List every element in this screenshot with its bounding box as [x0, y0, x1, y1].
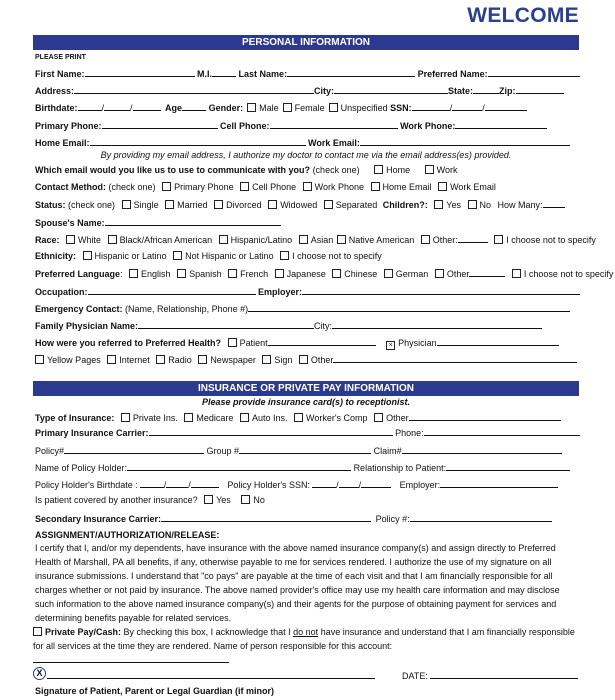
home-email-pref-label: Home: [386, 165, 411, 175]
ref-other-checkbox[interactable]: [299, 355, 308, 364]
occupation-label: Occupation:: [35, 287, 88, 297]
ref-sign-checkbox[interactable]: [262, 355, 271, 364]
ssn-part2-field[interactable]: [452, 101, 482, 111]
contact-home-email-label: Home Email: [382, 182, 432, 192]
primary-carrier-label: Primary Insurance Carrier:: [35, 428, 149, 438]
ref-sign-label: Sign: [274, 355, 293, 365]
single-label: Single: [133, 200, 159, 210]
lang-english-checkbox[interactable]: [129, 269, 138, 278]
lang-french-label: French: [240, 269, 269, 279]
type-other-field[interactable]: [409, 411, 561, 421]
assignment-title: ASSIGNMENT/AUTHORIZATION/RELEASE:: [35, 530, 220, 540]
lang-english-label: English: [141, 269, 171, 279]
group-field[interactable]: [239, 444, 371, 454]
ref-other-label: Other: [310, 355, 334, 365]
lang-spanish-checkbox[interactable]: [177, 269, 186, 278]
first-name-field[interactable]: [85, 67, 195, 77]
contact-home-email-checkbox[interactable]: [371, 182, 380, 191]
referral-source-row: [31, 353, 577, 366]
address-label: Address:: [35, 86, 75, 96]
widowed-checkbox[interactable]: [268, 200, 277, 209]
private-pay-do-not: do not: [293, 627, 319, 637]
phone-row: [35, 119, 547, 132]
female-checkbox[interactable]: [283, 103, 292, 112]
contact-work-email-checkbox[interactable]: [438, 182, 447, 191]
ref-yellow-pages-label: Yellow Pages: [47, 355, 101, 365]
race-label: Race:: [35, 235, 60, 245]
children-yes-label: Yes: [446, 200, 461, 210]
type-workers-comp-checkbox[interactable]: [294, 413, 303, 422]
assignment-text: I certify that I, and/or my dependents, have insurance with the above named insurance company(s) and assign directly to Preferred Health of Marshall, PA all benefits, if any, otherwise payable to me for services rendered. I authorize the use of my signature on all insurance submissions. I understand that "co pays" are payable at the time of each visit and that I am financially responsible for all charges whether or not paid by insurance. The above named provider's office may use my health care information and may disclose such information to the above named insurance company(s) and their agents for the purpose of obtaining payment for services and determining benefits payable for related services.: [35, 543, 560, 623]
emergency-contact-label: Emergency Contact:: [35, 304, 123, 314]
welcome-title: WELCOME: [467, 4, 579, 27]
contact-method-row: [35, 181, 496, 193]
how-many-field[interactable]: [543, 198, 565, 208]
occupation-row: [35, 285, 580, 298]
name-row: [35, 67, 580, 80]
home-email-pref-checkbox[interactable]: [374, 165, 383, 174]
race-white-checkbox[interactable]: [66, 235, 75, 244]
policy2-field[interactable]: [410, 512, 552, 522]
spouse-name-field[interactable]: [105, 216, 281, 226]
type-auto-checkbox[interactable]: [240, 413, 249, 422]
race-hispanic-label: Hispanic/Latino: [230, 235, 293, 245]
policy-field[interactable]: [64, 444, 204, 454]
language-row: Preferred Language: English Spanish French Japanese Chinese German Other I choose not to specify: [35, 269, 614, 279]
covered-yes-label: Yes: [216, 495, 231, 505]
last-name-field[interactable]: [287, 67, 415, 77]
holder-ssn-part1[interactable]: [312, 478, 336, 488]
female-label: Female: [294, 103, 325, 113]
personal-info-title: PERSONAL INFORMATION: [242, 37, 370, 48]
holder-name-label: Name of Policy Holder:: [35, 463, 128, 473]
spouse-row: [35, 216, 281, 229]
emergency-hint: (Name, Relationship, Phone #): [125, 304, 249, 314]
status-check-one: (check one): [68, 200, 116, 210]
referred-label: How were you referred to Preferred Health?: [35, 338, 222, 348]
ethnicity-row: [35, 250, 382, 262]
lang-choose-not-label: I choose not to specify: [523, 269, 614, 279]
holder-ssn-label: Policy Holder's SSN:: [227, 480, 311, 490]
covered-another-row: [35, 494, 265, 506]
claim-label: Claim#: [373, 446, 402, 456]
type-private-checkbox[interactable]: [121, 413, 130, 422]
private-pay-label: Private Pay/Cash:: [45, 627, 122, 637]
secondary-carrier-row: [35, 512, 552, 525]
city-field[interactable]: [334, 84, 448, 94]
state-label: State:: [448, 86, 474, 96]
lang-chinese-label: Chinese: [344, 269, 378, 279]
race-white-label: White: [78, 235, 102, 245]
cell-phone-label: Cell Phone:: [220, 121, 270, 131]
type-medicare-label: Medicare: [196, 413, 234, 423]
policy-label: Policy#: [35, 446, 65, 456]
how-many-label: How Many:: [497, 200, 543, 210]
birth-year-field[interactable]: [133, 101, 161, 111]
contact-method-check-one: (check one): [108, 182, 156, 192]
birthdate-label: Birthdate:: [35, 103, 78, 113]
claim-field[interactable]: [402, 444, 562, 454]
type-private-label: Private Ins.: [132, 413, 178, 423]
date-field[interactable]: [430, 669, 578, 679]
physician-row: [35, 319, 542, 332]
occupation-field[interactable]: [88, 285, 256, 295]
which-email-label: Which email would you like us to use to communicate with you?: [35, 165, 311, 175]
covered-yes-checkbox[interactable]: [204, 495, 213, 504]
ssn-part1-field[interactable]: [412, 101, 450, 111]
contact-work-email-label: Work Email: [450, 182, 496, 192]
mi-field[interactable]: [212, 67, 236, 77]
holder-birth-day-field[interactable]: [166, 478, 188, 488]
private-pay-checkbox[interactable]: [33, 627, 42, 636]
primary-phone-field[interactable]: [102, 119, 218, 129]
physician-city-field[interactable]: [332, 319, 542, 329]
referred-physician-field[interactable]: [437, 336, 559, 346]
work-email-pref-label: Work: [436, 165, 458, 175]
married-label: Married: [177, 200, 208, 210]
home-email-label: Home Email:: [35, 138, 90, 148]
work-email-field[interactable]: [360, 136, 570, 146]
relationship-field[interactable]: [446, 461, 570, 471]
lang-german-checkbox[interactable]: [384, 269, 393, 278]
ssn-part3-field[interactable]: [485, 101, 527, 111]
not-hispanic-label: Not Hispanic or Latino: [185, 251, 274, 261]
birth-month-field[interactable]: [78, 101, 102, 111]
family-physician-field[interactable]: [138, 319, 314, 329]
unspecified-label: Unspecified: [340, 103, 388, 113]
married-checkbox[interactable]: [165, 200, 174, 209]
state-field[interactable]: [473, 84, 499, 94]
type-other-label: Other: [386, 413, 409, 423]
ethnicity-choose-not-checkbox[interactable]: [280, 251, 289, 260]
holder-employer-field[interactable]: [440, 478, 558, 488]
contact-cell-phone-label: Cell Phone: [252, 182, 297, 192]
referred-physician-label: Physician: [398, 338, 437, 348]
holder-ssn-part2[interactable]: [339, 478, 359, 488]
divorced-checkbox[interactable]: [214, 200, 223, 209]
age-label: Age: [165, 103, 183, 113]
preferred-name-label: Preferred Name:: [417, 69, 488, 79]
address-field[interactable]: [74, 84, 314, 94]
race-other-field[interactable]: [458, 233, 488, 243]
race-black-label: Black/African American: [119, 235, 213, 245]
ref-yellow-pages-checkbox[interactable]: [35, 355, 44, 364]
relationship-label: Relationship to Patient:: [353, 463, 447, 473]
referred-row: [35, 336, 559, 350]
carrier-phone-label: Phone:: [395, 428, 424, 438]
zip-field[interactable]: [516, 84, 564, 94]
race-choose-not-checkbox[interactable]: [494, 235, 503, 244]
email-consent-note: By providing my email address, I authorize my doctor to contact me via the email address(es) provided.: [100, 150, 512, 160]
ref-newspaper-checkbox[interactable]: [198, 355, 207, 364]
race-asian-label: Asian: [310, 235, 334, 245]
private-pay-text-b: have insurance and understand that I am financially responsible for all services at the time they are rendered. Name of person responsible for this account:: [33, 627, 575, 651]
race-choose-not-label: I choose not to specify: [506, 235, 596, 245]
contact-work-phone-label: Work Phone: [314, 182, 365, 192]
work-phone-field[interactable]: [455, 119, 547, 129]
holder-details-row: Policy Holder's Birthdate : / / Policy Holder's SSN: / / Employer:: [35, 478, 558, 491]
lang-french-checkbox[interactable]: [228, 269, 237, 278]
holder-ssn-part3[interactable]: [361, 478, 391, 488]
work-email-label: Work Email:: [308, 138, 360, 148]
primary-carrier-row: [35, 426, 580, 439]
signature-line[interactable]: [47, 669, 375, 681]
zip-label: Zip:: [499, 86, 516, 96]
ref-radio-checkbox[interactable]: [156, 355, 165, 364]
mi-label: M.I.: [197, 69, 213, 79]
insurance-type-label: Type of Insurance:: [35, 413, 115, 423]
race-native-checkbox[interactable]: [337, 235, 346, 244]
children-yes-checkbox[interactable]: [434, 200, 443, 209]
preferred-name-field[interactable]: [488, 67, 580, 77]
city-label: City:: [314, 86, 335, 96]
race-other-checkbox[interactable]: [421, 235, 430, 244]
responsible-person-field[interactable]: [33, 653, 229, 663]
ref-internet-label: Internet: [119, 355, 150, 365]
email-row: [35, 136, 570, 149]
lang-spanish-label: Spanish: [189, 269, 222, 279]
emergency-contact-field[interactable]: [248, 302, 570, 312]
family-physician-label: Family Physician Name:: [35, 321, 139, 331]
lang-other-field[interactable]: [469, 267, 505, 277]
policy2-label: Policy #:: [375, 514, 410, 524]
insurance-title: INSURANCE OR PRIVATE PAY INFORMATION: [198, 383, 414, 394]
private-pay-block: [33, 625, 578, 667]
ethnicity-label: Ethnicity:: [35, 251, 77, 261]
single-checkbox[interactable]: [122, 200, 131, 209]
type-workers-comp-label: Worker's Comp: [306, 413, 368, 423]
ref-internet-checkbox[interactable]: [107, 355, 116, 364]
referred-patient-field[interactable]: [268, 336, 376, 346]
preferred-language-label: Preferred Language: [35, 269, 121, 279]
provide-card-note: Please provide insurance card(s) to receptionist.: [201, 397, 411, 407]
employer-label: Employer:: [258, 287, 303, 297]
contact-primary-phone-checkbox[interactable]: [162, 182, 171, 191]
ethnicity-choose-not-label: I choose not to specify: [292, 251, 382, 261]
home-email-field[interactable]: [90, 136, 306, 146]
date-row: [402, 669, 578, 681]
signature-field[interactable]: [47, 669, 375, 679]
male-label: Male: [259, 103, 279, 113]
holder-birth-year-field[interactable]: [191, 478, 219, 488]
primary-carrier-field[interactable]: [149, 426, 393, 436]
secondary-carrier-label: Secondary Insurance Carrier:: [35, 514, 162, 524]
emergency-row: [35, 302, 570, 315]
birthdate-row: Birthdate: / / Age Gender: Male Female Unspecified SSN: / /: [35, 101, 527, 114]
holder-name-field[interactable]: [127, 461, 351, 471]
contact-cell-phone-checkbox[interactable]: [240, 182, 249, 191]
children-no-checkbox[interactable]: [468, 200, 477, 209]
holder-name-row: [35, 461, 570, 474]
ssn-label: SSN:: [390, 103, 412, 113]
private-pay-text-a: By checking this box, I acknowledge that I: [121, 627, 294, 637]
work-phone-label: Work Phone:: [400, 121, 456, 131]
ref-other-field[interactable]: [333, 353, 577, 363]
referred-patient-label: Patient: [239, 338, 268, 348]
lang-japanese-checkbox[interactable]: [275, 269, 284, 278]
holder-birthdate-label: Policy Holder's Birthdate :: [35, 480, 138, 490]
race-hispanic-checkbox[interactable]: [219, 235, 228, 244]
holder-birth-month-field[interactable]: [140, 478, 164, 488]
divorced-label: Divorced: [226, 200, 262, 210]
holder-employer-label: Employer:: [399, 480, 441, 490]
covered-another-label: Is patient covered by another insurance?: [35, 495, 198, 505]
children-label: Children?:: [382, 200, 428, 210]
male-checkbox[interactable]: [247, 103, 256, 112]
contact-primary-phone-label: Primary Phone: [174, 182, 234, 192]
insurance-type-row: [35, 411, 561, 424]
widowed-label: Widowed: [280, 200, 318, 210]
type-other-checkbox[interactable]: [374, 413, 383, 422]
race-native-label: Native American: [348, 235, 415, 245]
lang-other-checkbox[interactable]: [435, 269, 444, 278]
hispanic-label: Hispanic or Latino: [94, 251, 167, 261]
physician-city-label: City:: [314, 321, 333, 331]
which-email-row: [35, 164, 457, 176]
signature-caption: Signature of Patient, Parent or Legal Guardian (if minor): [35, 686, 275, 696]
not-hispanic-checkbox[interactable]: [173, 251, 182, 260]
secondary-carrier-field[interactable]: [161, 512, 371, 522]
separated-label: Separated: [335, 200, 378, 210]
work-email-pref-checkbox[interactable]: [425, 165, 434, 174]
type-auto-label: Auto Ins.: [251, 413, 288, 423]
race-other-label: Other:: [432, 235, 458, 245]
age-field[interactable]: [182, 101, 206, 111]
personal-info-header: [33, 35, 579, 50]
contact-work-phone-checkbox[interactable]: [303, 182, 312, 191]
carrier-phone-field[interactable]: [424, 426, 580, 436]
cell-phone-field[interactable]: [270, 119, 398, 129]
lang-choose-not-checkbox[interactable]: [512, 269, 521, 278]
signature-x-mark: X: [33, 667, 46, 680]
birth-day-field[interactable]: [104, 101, 130, 111]
covered-no-checkbox[interactable]: [241, 495, 250, 504]
date-label: DATE:: [402, 671, 428, 681]
race-row: [35, 233, 596, 246]
spouse-name-label: Spouse's Name:: [35, 218, 105, 228]
primary-phone-label: Primary Phone:: [35, 121, 102, 131]
group-label: Group #: [206, 446, 240, 456]
referred-patient-checkbox[interactable]: [228, 338, 237, 347]
first-name-label: First Name:: [35, 69, 85, 79]
status-label: Status:: [35, 200, 66, 210]
contact-method-label: Contact Method:: [35, 182, 106, 192]
insurance-header: [33, 381, 579, 396]
which-email-check-one: (check one): [312, 165, 360, 175]
please-print-note: PLEASE PRINT: [35, 54, 86, 61]
ref-radio-label: Radio: [168, 355, 192, 365]
lang-german-label: German: [395, 269, 429, 279]
status-row: [35, 198, 565, 211]
lang-chinese-checkbox[interactable]: [332, 269, 341, 278]
gender-label: Gender:: [208, 103, 244, 113]
race-asian-checkbox[interactable]: [299, 235, 308, 244]
referred-physician-checkbox[interactable]: ×: [386, 341, 395, 350]
covered-no-label: No: [253, 495, 265, 505]
employer-field[interactable]: [302, 285, 580, 295]
unspecified-checkbox[interactable]: [329, 103, 338, 112]
ref-newspaper-label: Newspaper: [210, 355, 256, 365]
children-no-label: No: [479, 200, 492, 210]
lang-japanese-label: Japanese: [286, 269, 326, 279]
address-row: [35, 84, 564, 97]
last-name-label: Last Name:: [238, 69, 288, 79]
type-medicare-checkbox[interactable]: [184, 413, 193, 422]
hispanic-checkbox[interactable]: [83, 251, 92, 260]
policy-row: [35, 444, 562, 457]
lang-other-label: Other: [446, 269, 470, 279]
separated-checkbox[interactable]: [324, 200, 333, 209]
race-black-checkbox[interactable]: [108, 235, 117, 244]
